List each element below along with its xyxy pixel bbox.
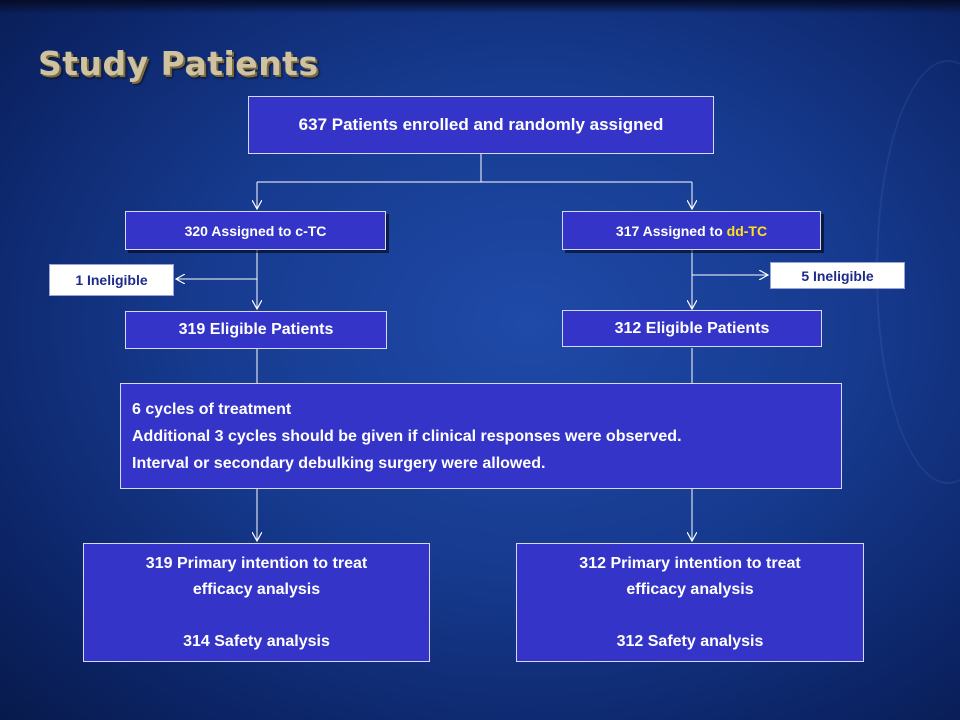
left-eligible-label: 319 Eligible Patients — [178, 321, 334, 338]
right-outcome-box — [516, 543, 864, 662]
right-outcome-safety-line: 312 Safety analysis — [616, 632, 764, 650]
right-outcome-text — [579, 551, 800, 655]
left-outcome-spacer — [146, 603, 367, 629]
right-outcome-efficacy-line: efficacy analysis — [626, 580, 754, 598]
right-arm-assigned-prefix: 317 Assigned to — [615, 222, 727, 239]
enrolled-box — [248, 96, 714, 154]
left-outcome-safety-line: 314 Safety analysis — [183, 632, 330, 650]
right-ineligible-box — [770, 262, 905, 289]
left-outcome-box — [83, 543, 430, 662]
right-arm-assigned-label — [616, 223, 767, 239]
treatment-box — [120, 383, 842, 489]
left-outcome-itt-line: 319 Primary intention to treat — [145, 554, 368, 572]
right-outcome-spacer — [579, 603, 800, 629]
left-ineligible-box — [49, 264, 174, 296]
left-arm-assigned-label: 320 Assigned to c-TC — [184, 222, 327, 239]
right-arm-regimen-highlight: dd-TC — [726, 222, 768, 239]
left-outcome-efficacy-line: efficacy analysis — [192, 580, 321, 598]
slide-title: Study Patients — [38, 44, 319, 83]
treatment-line-3: Interval or secondary debulking surgery were allowed. — [132, 454, 546, 472]
left-arm-assigned-box — [125, 211, 386, 250]
enrolled-label: 637 Patients enrolled and randomly assigned — [298, 115, 664, 134]
treatment-text — [132, 396, 682, 477]
right-arm-assigned-box — [562, 211, 821, 250]
left-eligible-box — [125, 311, 387, 349]
right-eligible-box — [562, 310, 822, 347]
treatment-line-1: 6 cycles of treatment — [132, 400, 292, 418]
treatment-line-2: Additional 3 cycles should be given if clinical responses were observed. — [132, 427, 682, 445]
right-eligible-label: 312 Eligible Patients — [614, 319, 770, 337]
left-outcome-text — [146, 551, 367, 655]
left-ineligible-label: 1 Ineligible — [75, 272, 148, 288]
right-outcome-itt-line: 312 Primary intention to treat — [579, 554, 801, 572]
right-ineligible-label: 5 Ineligible — [801, 267, 874, 284]
